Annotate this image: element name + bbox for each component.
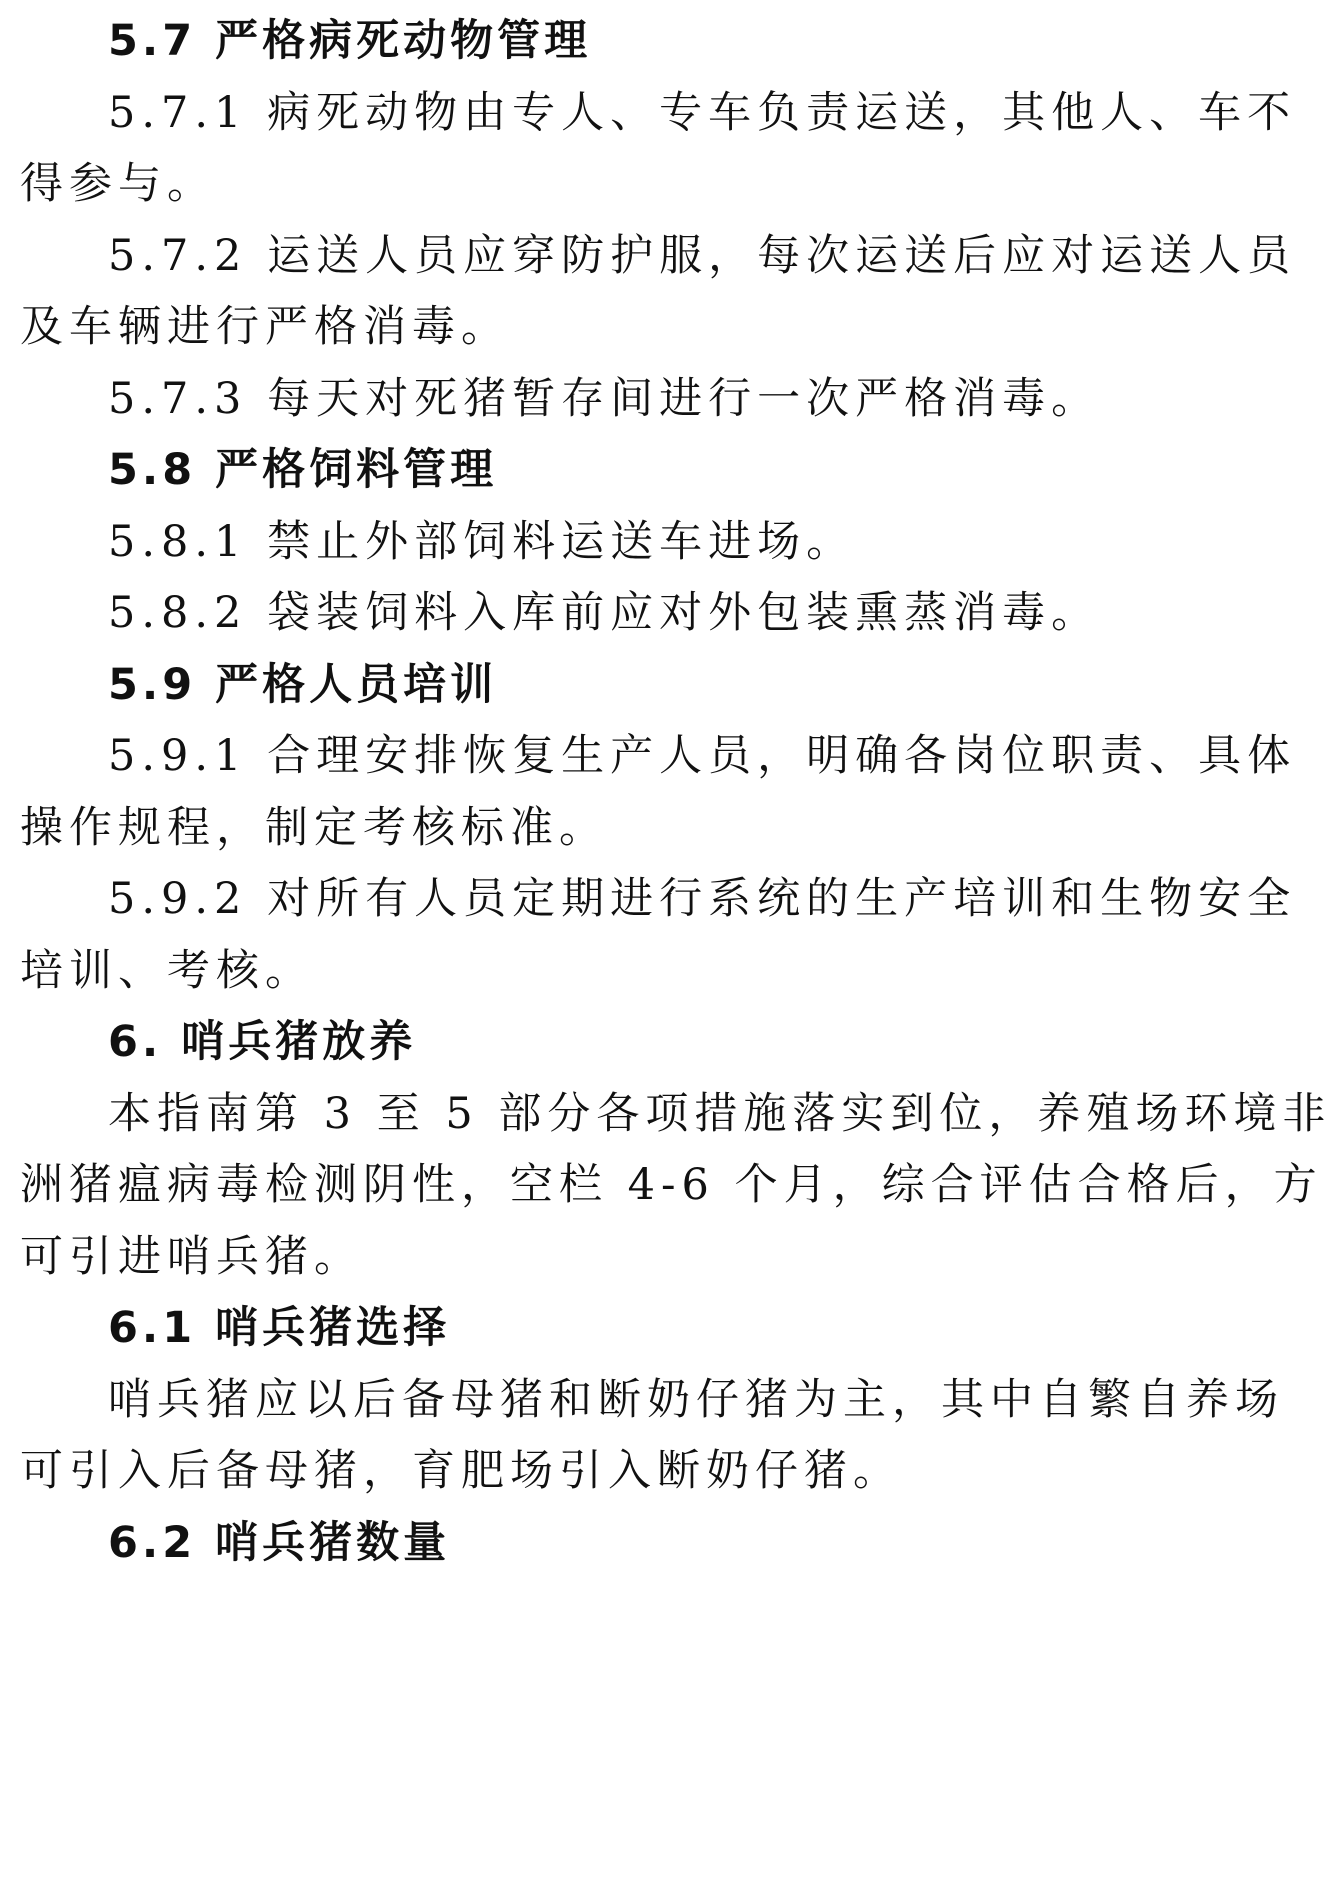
paragraph-5-8-2-line-1: 5.8.2 袋装饲料入库前应对外包装熏蒸消毒。 [108,588,1101,638]
section-heading-6: 6. 哨兵猪放养 [108,1017,417,1067]
paragraph-6-1-line-2: 可引入后备母猪，育肥场引入断奶仔猪。 [20,1446,902,1496]
paragraph-6-line-3: 可引进哨兵猪。 [20,1232,363,1282]
paragraph-5-7-1-line-1: 5.7.1 病死动物由专人、专车负责运送，其他人、车不 [108,88,1297,138]
paragraph-6-line-1: 本指南第 3 至 5 部分各项措施落实到位，养殖场环境非 [108,1089,1331,1139]
paragraph-6-line-2: 洲猪瘟病毒检测阴性，空栏 4-6 个月，综合评估合格后，方 [20,1160,1323,1210]
paragraph-5-9-1-line-1: 5.9.1 合理安排恢复生产人员，明确各岗位职责、具体 [108,731,1297,781]
paragraph-5-7-2-line-2: 及车辆进行严格消毒。 [20,302,510,352]
section-heading-5-8: 5.8 严格饲料管理 [108,445,498,495]
paragraph-5-7-3-line-1: 5.7.3 每天对死猪暂存间进行一次严格消毒。 [108,374,1101,424]
paragraph-5-9-1-line-2: 操作规程，制定考核标准。 [20,803,608,853]
section-heading-6-2: 6.2 哨兵猪数量 [108,1518,451,1568]
paragraph-5-9-2-line-1: 5.9.2 对所有人员定期进行系统的生产培训和生物安全 [108,874,1297,924]
section-heading-5-7: 5.7 严格病死动物管理 [108,16,592,66]
paragraph-6-1-line-1: 哨兵猪应以后备母猪和断奶仔猪为主，其中自繁自养场 [108,1375,1284,1425]
paragraph-5-9-2-line-2: 培训、考核。 [20,946,314,996]
paragraph-5-7-2-line-1: 5.7.2 运送人员应穿防护服，每次运送后应对运送人员 [108,231,1297,281]
section-heading-5-9: 5.9 严格人员培训 [108,660,498,710]
section-heading-6-1: 6.1 哨兵猪选择 [108,1303,451,1353]
paragraph-5-7-1-line-2: 得参与。 [20,159,216,209]
paragraph-5-8-1-line-1: 5.8.1 禁止外部饲料运送车进场。 [108,517,856,567]
